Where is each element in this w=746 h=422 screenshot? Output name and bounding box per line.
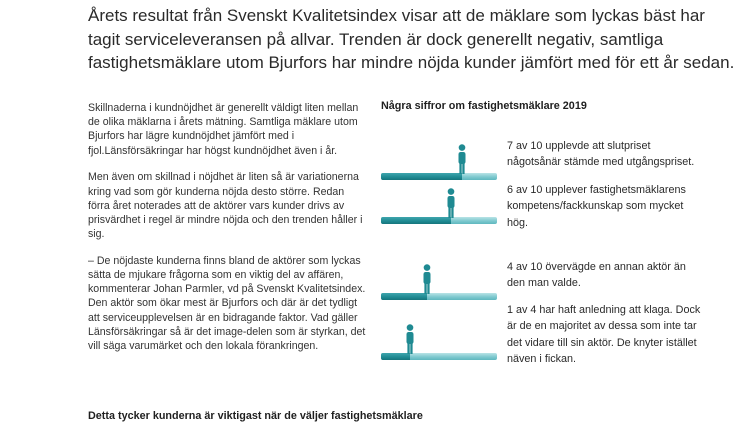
stat-text: 6 av 10 upplever fastighetsmäklarens kompetens/fackkunskap som mycket hög. [507,184,686,229]
stat-bar [381,217,497,224]
person-icon [457,144,467,174]
person-icon [422,264,432,294]
stat-bar-fill [381,217,451,224]
body-paragraph: Men även om skillnad i nöjdhet är liten så är variationerna kring vad som gör kunderna nöjda desto större. Redan förra året noterades att de aktörer vars kunder drivs av prisvärdhet i regel är mindre nöjda och den trenden håller i sig. [88,171,363,241]
stat-item [381,176,701,229]
stat-item [381,252,701,300]
stat-bar-fill [381,293,427,300]
stat-text: 7 av 10 upplevde att slutpriset någotsånär stämde med utgångspriset. [507,140,695,169]
body-paragraph: Skillnaderna i kundnöjdhet är generellt väldigt liten mellan de olika mäklarna i årets mätning. Samtliga mäklare utom Bjurfors har lägre kundnöjdhet jämfört med i fjol.Länsförsäkringar har högst kundnöjdhet även i år. [88,102,359,157]
person-icon [405,324,415,354]
section-heading: Detta tycker kunderna är viktigast när de väljer fastighetsmäklare [88,410,423,422]
stat-bar [381,353,497,360]
stat-text: 1 av 4 har haft anledning att klaga. Dock är de en majoritet av dessa som inte tar det vidare till sin aktör. De knyter istället näven i fickan. [507,304,701,366]
stat-bar [381,293,497,300]
lead-paragraph: Årets resultat från Svenskt Kvalitetsindex visar att de mäklare som lyckas bäst har tagit serviceleveransen på allvar. Trenden är dock generellt negativ, samtliga fastighetsmäklare utom Bjurfors har mindre nöjda kunder jämfört med för ett år sedan. [88,6,735,72]
body-text-column [88,101,366,366]
stat-item [381,304,701,366]
stat-text: 4 av 10 övervägde en annan aktör än den man valde. [507,261,686,290]
stats-title: Några siffror om fastighetsmäklare 2019 [381,100,587,112]
person-icon [446,188,456,218]
stat-item [381,132,701,180]
stat-bar-fill [381,353,410,360]
body-paragraph: – De nöjdaste kunderna finns bland de aktörer som lyckas sätta de mjukare frågorna som en viktig del av affären, kommenterar Johan Parmler, vd på Svenskt Kvalitetsindex. Den aktör som ökar mest är Bjurfors och där är det tydligt att serviceupplevelsen är en bidragande faktor. Vad gäller Länsförsäkringar så är det image-delen som är styrkan, det vill säga varumärket och den lokala förankringen. [88,254,366,353]
